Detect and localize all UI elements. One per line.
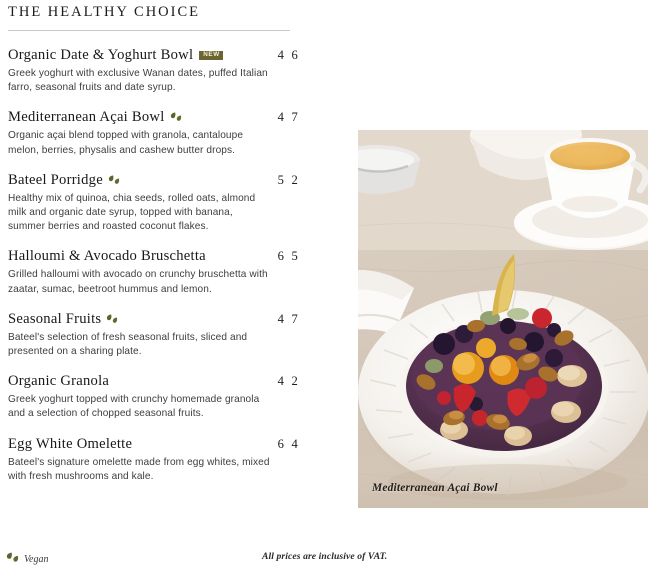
menu-item-header xyxy=(8,435,300,453)
menu-item-title-wrap xyxy=(8,310,118,328)
photo-caption: Mediterranean Açai Bowl xyxy=(372,482,498,494)
menu-item-name: Halloumi & Avocado Bruschetta xyxy=(8,248,206,265)
menu-item xyxy=(8,310,308,359)
menu-item-header xyxy=(8,247,300,265)
menu-item-header xyxy=(8,171,300,189)
menu-item-header xyxy=(8,108,300,126)
menu-item-name: Mediterranean Açai Bowl xyxy=(8,109,165,126)
menu-item-title-wrap xyxy=(8,372,109,390)
menu-item-header xyxy=(8,372,300,390)
vegan-leaf-icon xyxy=(106,314,118,324)
menu-item-title-wrap xyxy=(8,171,120,189)
header-divider xyxy=(8,30,290,31)
menu-item-price: 6 5 xyxy=(277,249,300,264)
menu-item xyxy=(8,171,308,235)
menu-item xyxy=(8,46,308,95)
vegan-leaf-icon xyxy=(170,112,182,122)
menu-item-price: 4 6 xyxy=(277,48,300,62)
menu-item-name: Egg White Omelette xyxy=(8,435,133,452)
menu-item-title-wrap xyxy=(8,108,182,126)
menu-item-price: 4 7 xyxy=(277,311,300,326)
menu-item-title-wrap xyxy=(8,435,132,453)
menu-item-name: Organic Date & Yoghurt Bowl xyxy=(8,47,194,63)
vegan-leaf-icon xyxy=(108,175,120,185)
menu-item-description: Grilled halloumi with avocado on crunchy bruschetta with zaatar, sumac, beetroot hummus and lemon. xyxy=(8,269,268,295)
vegan-legend xyxy=(6,550,48,568)
new-badge: NEW xyxy=(199,51,223,60)
dish-photo xyxy=(358,130,648,508)
menu-item-name: Seasonal Fruits xyxy=(8,310,102,327)
menu-item-price: 4 7 xyxy=(277,110,300,125)
menu-item-header xyxy=(8,310,300,328)
menu-item-description: Greek yoghurt with exclusive Wanan dates, puffed Italian farro, seasonal fruits and date syrup. xyxy=(8,68,268,94)
menu-section-header xyxy=(8,4,290,31)
page-title: THE HEALTHY CHOICE xyxy=(8,4,200,20)
menu-item-title-wrap xyxy=(8,46,223,64)
vegan-leaf-icon xyxy=(6,550,19,568)
menu-item-description: Bateel's signature omelette made from egg whites, mixed with fresh mushrooms and kale. xyxy=(8,456,270,482)
menu-item xyxy=(8,108,308,157)
menu-item-list xyxy=(8,46,308,497)
menu-item-name: Organic Granola xyxy=(8,373,110,390)
menu-item xyxy=(8,372,308,421)
menu-item-description: Healthy mix of quinoa, chia seeds, rolled oats, almond milk and organic date syrup, topped with banana, summer berries and roasted coconut flakes. xyxy=(8,192,256,233)
menu-item-header xyxy=(8,46,300,64)
menu-item-name: Bateel Porridge xyxy=(8,171,103,188)
menu-item-price: 6 4 xyxy=(277,436,300,451)
menu-item-description: Greek yoghurt topped with crunchy homemade granola and a selection of chopped seasonal fruits. xyxy=(8,394,260,420)
acai-bowl-photo-illustration xyxy=(358,130,648,508)
menu-item-price: 5 2 xyxy=(277,172,300,187)
menu-item-price: 4 2 xyxy=(277,374,300,389)
vat-note: All prices are inclusive of VAT. xyxy=(262,551,388,562)
menu-item-description: Organic açai blend topped with granola, cantaloupe melon, berries, physalis and cashew butter drops. xyxy=(8,130,244,156)
menu-item-description: Bateel's selection of fresh seasonal fruits, sliced and presented on a sharing plate. xyxy=(8,331,248,358)
menu-item-title-wrap xyxy=(8,247,206,265)
page-footer xyxy=(0,550,650,570)
menu-item xyxy=(8,435,308,484)
vegan-legend-label: Vegan xyxy=(24,553,49,565)
menu-item xyxy=(8,247,308,296)
